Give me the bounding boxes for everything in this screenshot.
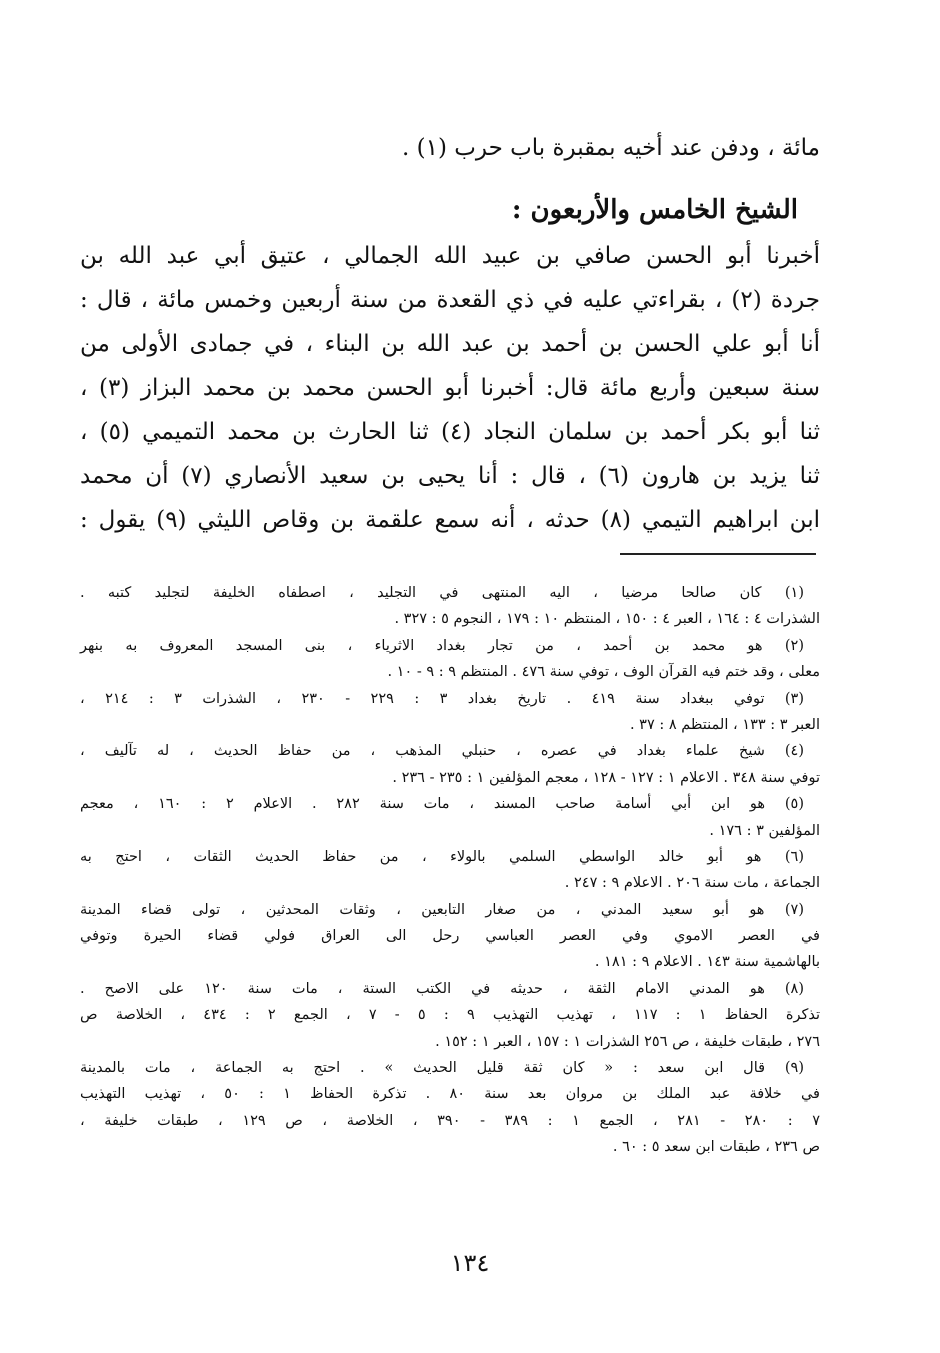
page-number: ١٣٤	[450, 1249, 490, 1277]
footnote-line: تذكرة الحفاظ ١ : ١١٧ ، تهذيب التهذيب ٩ : ٥ - ٧ ، الجمع ٢ : ٤٣٤ ، الخلاصة ص	[80, 1007, 821, 1024]
footnote-line: العبر ٣ : ١٣٣ ، المنتظم ٨ : ٣٧ .	[629, 716, 820, 733]
footnote-line: ٧ : ٢٨٠ - ٢٨١ ، الجمع ١ : ٣٨٩ - ٣٩٠ ، الخلاصة ، ص ١٢٩ ، طبقات خليفة ،	[80, 1112, 821, 1129]
footnote-line: توفي سنة ٣٤٨ . الاعلام ١ : ١٢٧ - ١٢٨ ، معجم المؤلفين ١ : ٢٣٥ - ٢٣٦ .	[392, 769, 820, 786]
footnote-line: في العصر الاموي وفي العصر العباسي رحل الى العراق فولي قضاء الحيرة وتوفي	[80, 928, 820, 945]
text-line: جردة (٢) ، بقراءتي عليه في ذي القعدة من سنة أربعين وخمس مائة ، قال :	[80, 287, 820, 313]
main-text	[80, 234, 820, 542]
footnote-line: معلى ، وقد ختم فيه القرآن الوف ، توفي سنة ٤٧٦ . المنتظم ٩ : ٩ - ١٠ .	[387, 664, 820, 681]
section-heading: الشيخ الخامس والأربعون :	[511, 195, 798, 225]
text-line: أخبرنا أبو الحسن صافي بن عبيد الله الجمالي ، عتيق أبي عبد الله بن	[80, 243, 820, 269]
footnote-line: (٥) هو ابن أبي أسامة صاحب المسند ، مات سنة ٢٨٢ . الاعلام ٢ : ١٦٠ ، معجم	[80, 796, 804, 813]
footnote-line: (٧) هو أبو سعيد المدني ، من صغار التابعين ، وثقات المحدثين ، تولى قضاء المدينة	[80, 901, 804, 918]
text-line: ابن ابراهيم التيمي (٨) حدثه ، أنه سمع علقمة بن وقاص الليثي (٩) يقول :	[80, 507, 820, 533]
footnote-line: ص ٢٣٦ ، طبقات ابن سعد ٥ : ٦٠ .	[612, 1139, 820, 1156]
text-line: ثنا أبو بكر أحمد بن سلمان النجاد (٤) ثنا الحارث بن محمد التميمي (٥) ،	[80, 419, 820, 445]
continuation-line: مائة ، ودفن عند أخيه بمقبرة باب حرب (١) .	[401, 135, 820, 161]
footnote-separator	[620, 553, 816, 555]
footnote-line: الشذرات ٤ : ١٦٤ ، العبر ٤ : ١٥٠ ، المنتظم ١٠ : ١٧٩ ، النجوم ٥ : ٣٢٧ .	[394, 611, 820, 628]
footnote-line: الجماعة ، مات سنة ٢٠٦ . الاعلام ٩ : ٢٤٧ .	[564, 875, 820, 892]
footnote-line: (٦) هو أبو خالد الواسطي السلمي بالولاء ، من حفاظ الحديث الثقات ، احتج به	[80, 848, 804, 865]
footnote-line: (٨) هو المدني الامام الثقة ، حديثه في الكتب الستة ، مات سنة ١٢٠ على الاصح .	[80, 980, 804, 997]
text-line: أنا أبو علي الحسن بن أحمد بن عبد الله بن البناء ، في جمادى الأولى من	[80, 331, 820, 357]
text-line: ثنا يزيد بن هارون (٦) ، قال : أنا يحيى بن سعيد الأنصاري (٧) أن محمد	[80, 463, 820, 489]
top-line-block	[80, 126, 820, 170]
footnote-line: (٢) هو محمد بن أحمد ، من تجار بغداد الاثرياء ، بنى المسجد المعروف به بنهر	[80, 637, 804, 654]
footnote-line: (١) كان صالحا مرضيا ، اليه المنتهى في التجليد ، اصطفاه الخليفة لتجليد كتبه .	[80, 585, 804, 601]
footnote-line: ٢٧٦ ، طبقات خليفة ، ص ٢٥٦ الشذرات ١ : ١٥٧ ، العبر ١ : ١٥٢ .	[435, 1033, 820, 1050]
text-line: سنة سبعين وأربع مائة قال: أخبرنا أبو الحسن محمد بن محمد البزاز (٣) ،	[80, 375, 820, 401]
footnote-line: المؤلفين ٣ : ١٧٦ .	[709, 822, 820, 839]
footnote-line: (٤) شيخ علماء بغداد في عصره ، حنبلي المذهب ، من حفاظ الحديث ، له تآليف ،	[80, 743, 804, 760]
footnotes	[80, 580, 820, 1161]
footnote-line: (٩) قال ابن سعد : « كان ثقة قليل الحديث » . احتج به الجماعة ، مات بالمدينة	[80, 1060, 804, 1077]
footnote-line: بالهاشمية سنة ١٤٣ . الاعلام ٩ : ١٨١ .	[594, 954, 820, 971]
footnote-line: (٣) توفي ببغداد سنة ٤١٩ . تاريخ بغداد ٣ : ٢٢٩ - ٢٣٠ ، الشذرات ٣ : ٢١٤ ،	[80, 690, 804, 707]
footnote-line: في خلافة عبد الملك بن مروان بعد سنة ٨٠ . تذكرة الحفاظ ١ : ٥٠ ، تهذيب التهذيب	[80, 1086, 820, 1103]
